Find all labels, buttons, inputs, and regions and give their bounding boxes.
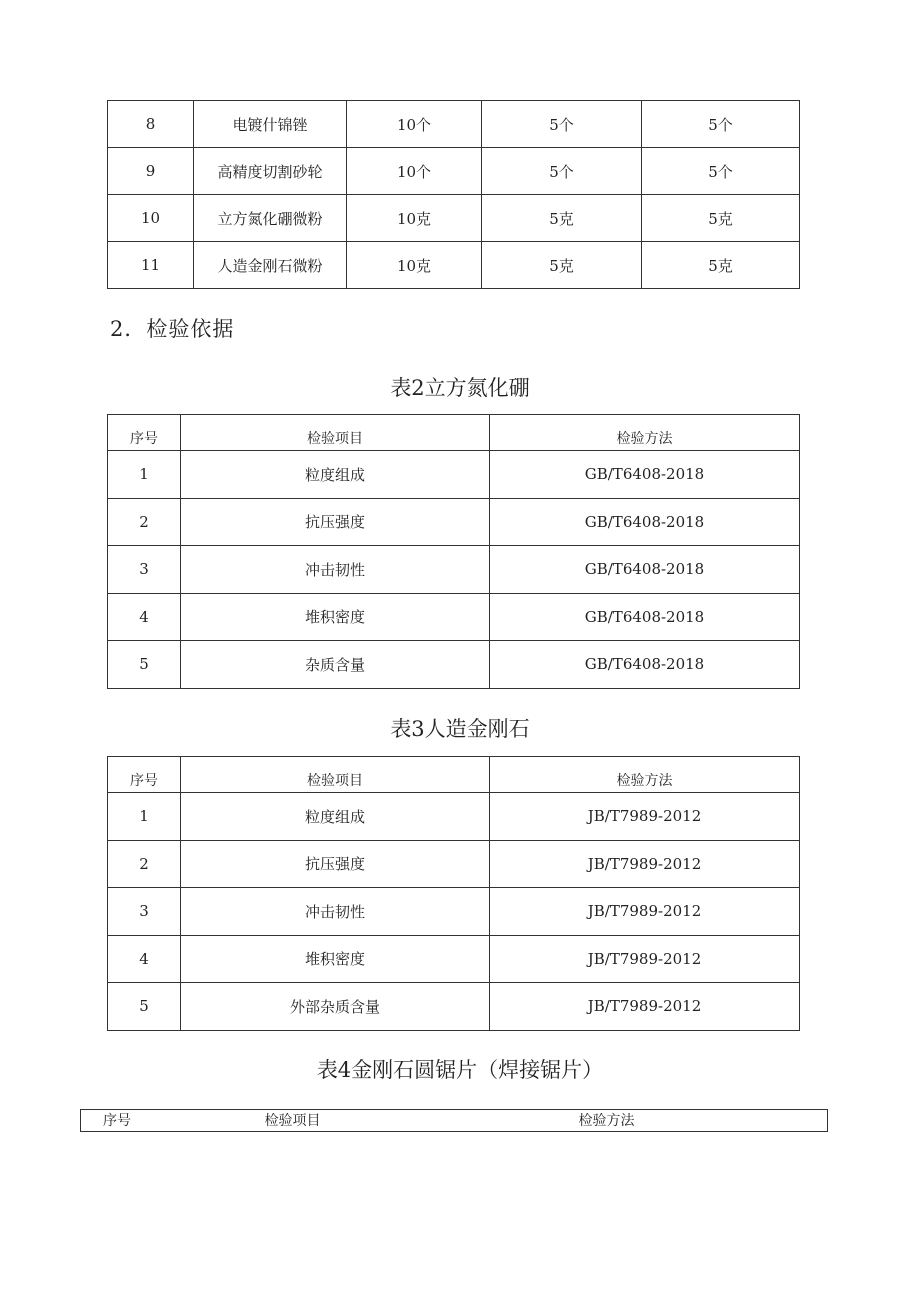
table-cell: 电镀什锦锉 (194, 101, 347, 148)
table-cell: 立方氮化硼微粉 (194, 195, 347, 242)
table-cell: 高精度切割砂轮 (194, 148, 347, 195)
table-cell: 8 (108, 101, 194, 148)
table-cell: 2 (108, 498, 181, 546)
sample-quantity-table (107, 100, 800, 289)
table-row (108, 546, 800, 594)
table-row (108, 840, 800, 888)
table4-header-method: 检验方法 (551, 1110, 828, 1132)
table-cell: GB/T6408-2018 (490, 641, 800, 689)
table-cell: 外部杂质含量 (181, 983, 490, 1031)
table-cell: 5个 (482, 148, 642, 195)
table-cell: 人造金刚石微粉 (194, 242, 347, 289)
table4-saw-blade-standards (80, 1109, 828, 1132)
table-row (108, 983, 800, 1031)
table-cell: GB/T6408-2018 (490, 451, 800, 499)
table-cell: 1 (108, 793, 181, 841)
table-cell: 3 (108, 546, 181, 594)
table3-diamond-standards (107, 756, 800, 1031)
table-cell: 堆积密度 (181, 593, 490, 641)
table-row (108, 195, 800, 242)
table-header-row (108, 415, 800, 451)
table-cell: 粒度组成 (181, 793, 490, 841)
table-row (108, 888, 800, 936)
table-cell: 10克 (347, 195, 482, 242)
table-cell: 5克 (482, 195, 642, 242)
header-cell: 序号 (108, 415, 181, 451)
table-cell: 冲击韧性 (181, 888, 490, 936)
table-cell: 5克 (482, 242, 642, 289)
header-cell: 序号 (108, 757, 181, 793)
table-cell: 4 (108, 593, 181, 641)
table-cell: 粒度组成 (181, 451, 490, 499)
table-row (108, 593, 800, 641)
table-cell: 5个 (482, 101, 642, 148)
table2-title: 表2立方氮化硼 (390, 376, 530, 400)
table-cell: JB/T7989-2012 (490, 840, 800, 888)
table-row (108, 935, 800, 983)
table-cell: 抗压强度 (181, 498, 490, 546)
table-cell: 10克 (347, 242, 482, 289)
table-cell: 3 (108, 888, 181, 936)
table-header-row (108, 757, 800, 793)
table-cell: 9 (108, 148, 194, 195)
table-cell: GB/T6408-2018 (490, 593, 800, 641)
table-row (108, 793, 800, 841)
header-cell: 检验项目 (181, 757, 490, 793)
table-row (108, 101, 800, 148)
table-cell: 4 (108, 935, 181, 983)
table-cell: JB/T7989-2012 (490, 983, 800, 1031)
table-cell: 10个 (347, 101, 482, 148)
table-cell: 5克 (642, 195, 800, 242)
table-cell: JB/T7989-2012 (490, 888, 800, 936)
table-cell: GB/T6408-2018 (490, 498, 800, 546)
table-cell: 5 (108, 641, 181, 689)
table-cell: 冲击韧性 (181, 546, 490, 594)
table-cell: 10 (108, 195, 194, 242)
header-cell: 检验项目 (181, 415, 490, 451)
table-cell: 5个 (642, 148, 800, 195)
header-cell: 检验方法 (490, 757, 800, 793)
table2-cbn-standards (107, 414, 800, 689)
table-cell: 5 (108, 983, 181, 1031)
table4-header-seq: 序号 (81, 1110, 241, 1132)
table-cell: 5个 (642, 101, 800, 148)
table-cell: JB/T7989-2012 (490, 793, 800, 841)
table-row (108, 641, 800, 689)
table-cell: 杂质含量 (181, 641, 490, 689)
table-cell: JB/T7989-2012 (490, 935, 800, 983)
table4-title: 表4金刚石圆锯片（焊接锯片） (316, 1058, 604, 1082)
table-cell: 堆积密度 (181, 935, 490, 983)
table-row (108, 451, 800, 499)
table-cell: GB/T6408-2018 (490, 546, 800, 594)
table-cell: 11 (108, 242, 194, 289)
table-cell: 抗压强度 (181, 840, 490, 888)
table-cell: 10个 (347, 148, 482, 195)
table-cell: 1 (108, 451, 181, 499)
table-row (108, 242, 800, 289)
table3-title: 表3人造金刚石 (390, 717, 530, 741)
section-heading: 2．检验依据 (110, 317, 235, 341)
header-cell: 检验方法 (490, 415, 800, 451)
table-row (108, 148, 800, 195)
table-row (108, 498, 800, 546)
table-cell: 2 (108, 840, 181, 888)
table4-header-item: 检验项目 (241, 1110, 551, 1132)
table-cell: 5克 (642, 242, 800, 289)
